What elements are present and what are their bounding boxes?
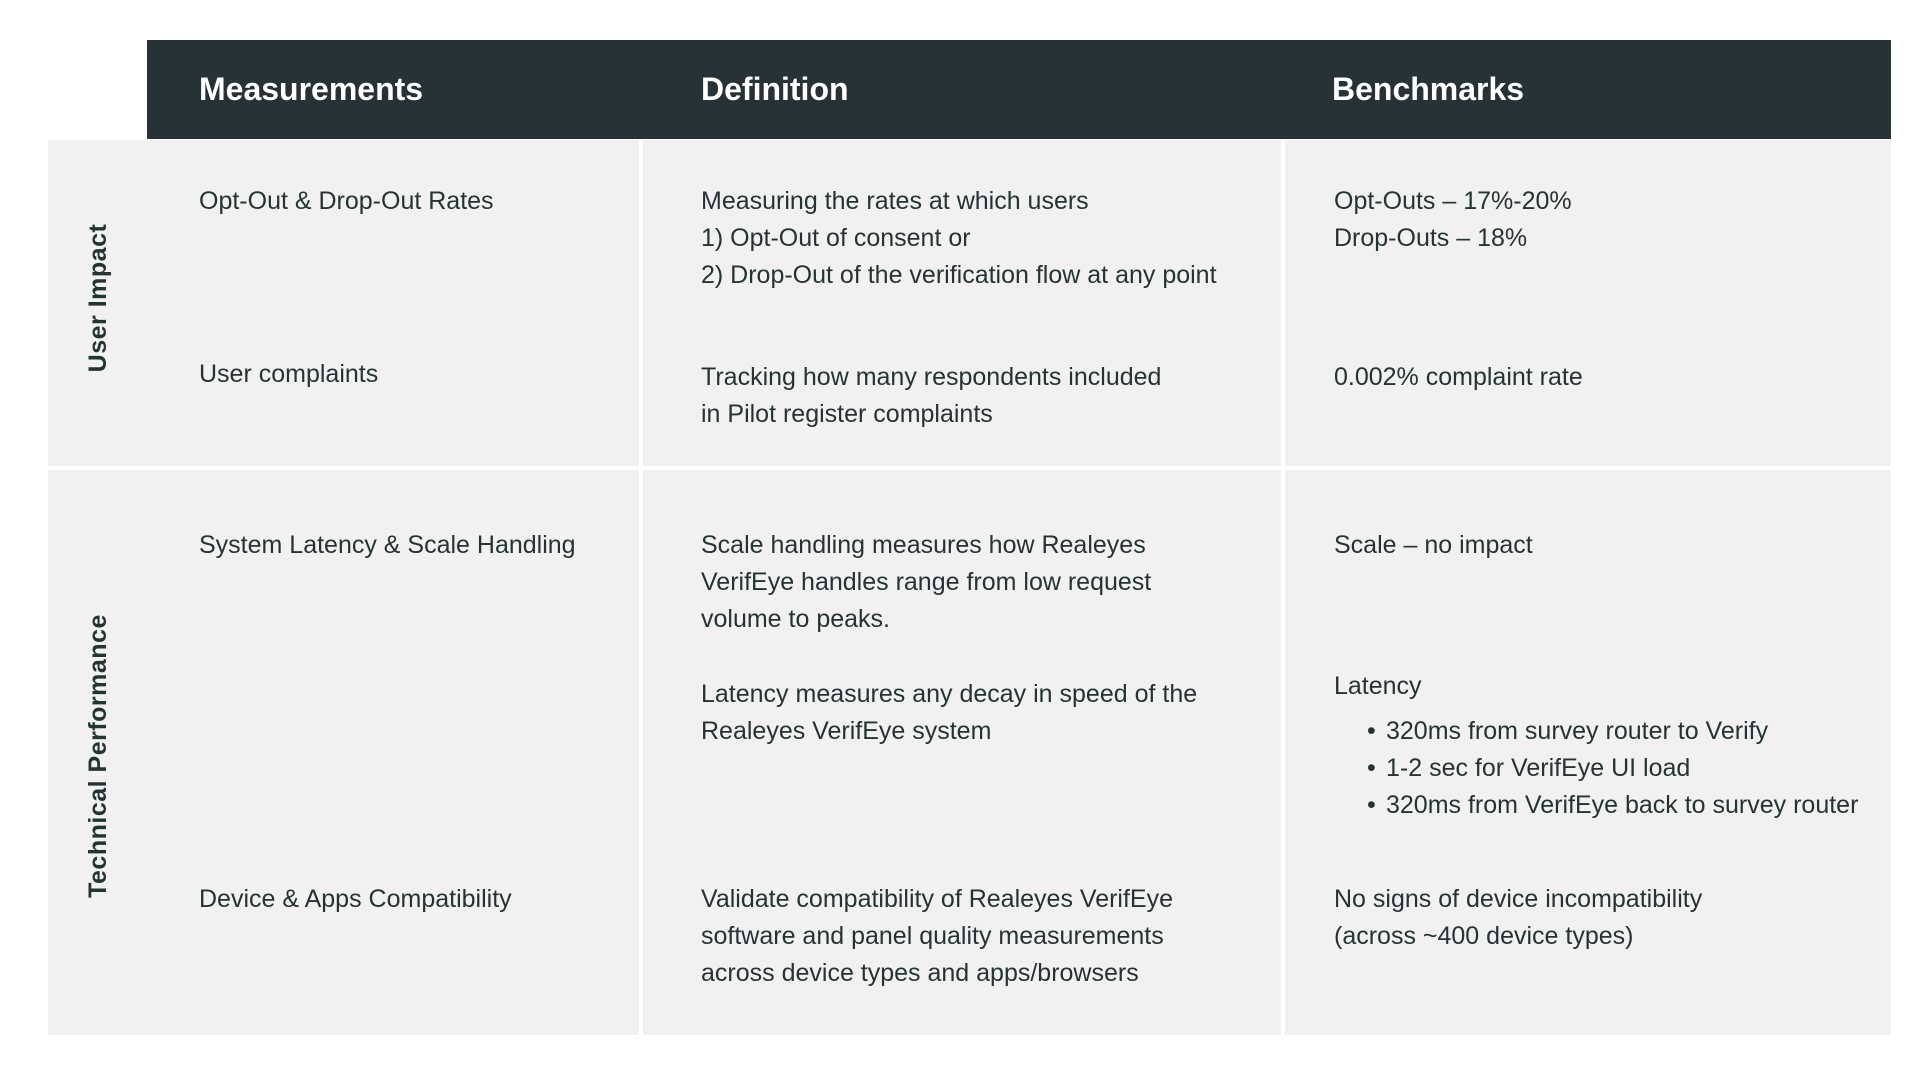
- definition-line: Tracking how many respondents included: [701, 363, 1162, 391]
- section-label-technical-performance: Technical Performance: [84, 614, 112, 898]
- benchmark-devices: [1334, 881, 1702, 955]
- measurement-devices: [199, 881, 512, 918]
- definition-latency: [701, 676, 1197, 750]
- measurement-latency: [199, 527, 576, 564]
- benchmark-line: Opt-Outs – 17%-20%: [1334, 187, 1572, 215]
- measurement-opt-out: [199, 183, 494, 220]
- benchmark-opt-out: [1334, 183, 1572, 257]
- definition-line: in Pilot register complaints: [701, 400, 993, 428]
- definition-line: software and panel quality measurements: [701, 922, 1164, 950]
- definition-scale: [701, 527, 1151, 638]
- section-label-user-impact: User Impact: [84, 223, 112, 373]
- measurement-label: User complaints: [199, 360, 379, 388]
- benchmark-latency-title: Latency: [1334, 672, 1422, 700]
- benchmark-line: No signs of device incompatibility: [1334, 885, 1703, 913]
- measurement-label: Opt-Out & Drop-Out Rates: [199, 187, 494, 215]
- benchmark-latency: [1334, 668, 1858, 824]
- benchmark-line: Scale – no impact: [1334, 531, 1533, 559]
- header-benchmarks: Benchmarks: [1332, 71, 1525, 107]
- list-item: • 320ms from survey router to Verify: [1334, 713, 1858, 750]
- definition-line: across device types and apps/browsers: [701, 959, 1139, 987]
- measurement-label: System Latency & Scale Handling: [199, 531, 576, 559]
- definition-opt-out: [701, 183, 1217, 294]
- definition-line: 2) Drop-Out of the verification flow at any point: [701, 261, 1217, 289]
- table-header: [147, 40, 1891, 139]
- definition-devices: [701, 881, 1173, 992]
- list-item: • 320ms from VerifEye back to survey router: [1334, 787, 1858, 824]
- list-item: • 1-2 sec for VerifEye UI load: [1334, 750, 1858, 787]
- definition-line: VerifEye handles range from low request: [701, 568, 1152, 596]
- header-measurements: Measurements: [199, 71, 424, 107]
- definition-line: volume to peaks.: [701, 605, 890, 633]
- definition-complaints: [701, 359, 1161, 433]
- benchmark-scale: [1334, 527, 1533, 564]
- measurement-complaints: [199, 356, 378, 393]
- benchmark-latency-list: [1334, 713, 1858, 824]
- definition-line: Realeyes VerifEye system: [701, 717, 992, 745]
- definition-line: Latency measures any decay in speed of the: [701, 680, 1198, 708]
- benchmark-line: Drop-Outs – 18%: [1334, 224, 1528, 252]
- definition-line: 1) Opt-Out of consent or: [701, 224, 971, 252]
- benchmark-complaints: [1334, 359, 1583, 396]
- definition-line: Measuring the rates at which users: [701, 187, 1089, 215]
- benchmark-line: (across ~400 device types): [1334, 922, 1634, 950]
- header-definition: Definition: [701, 71, 849, 107]
- definition-line: Validate compatibility of Realeyes VerifEye: [701, 885, 1173, 913]
- benchmark-line: 0.002% complaint rate: [1334, 363, 1583, 391]
- definition-line: Scale handling measures how Realeyes: [701, 531, 1146, 559]
- measurement-label: Device & Apps Compatibility: [199, 885, 512, 913]
